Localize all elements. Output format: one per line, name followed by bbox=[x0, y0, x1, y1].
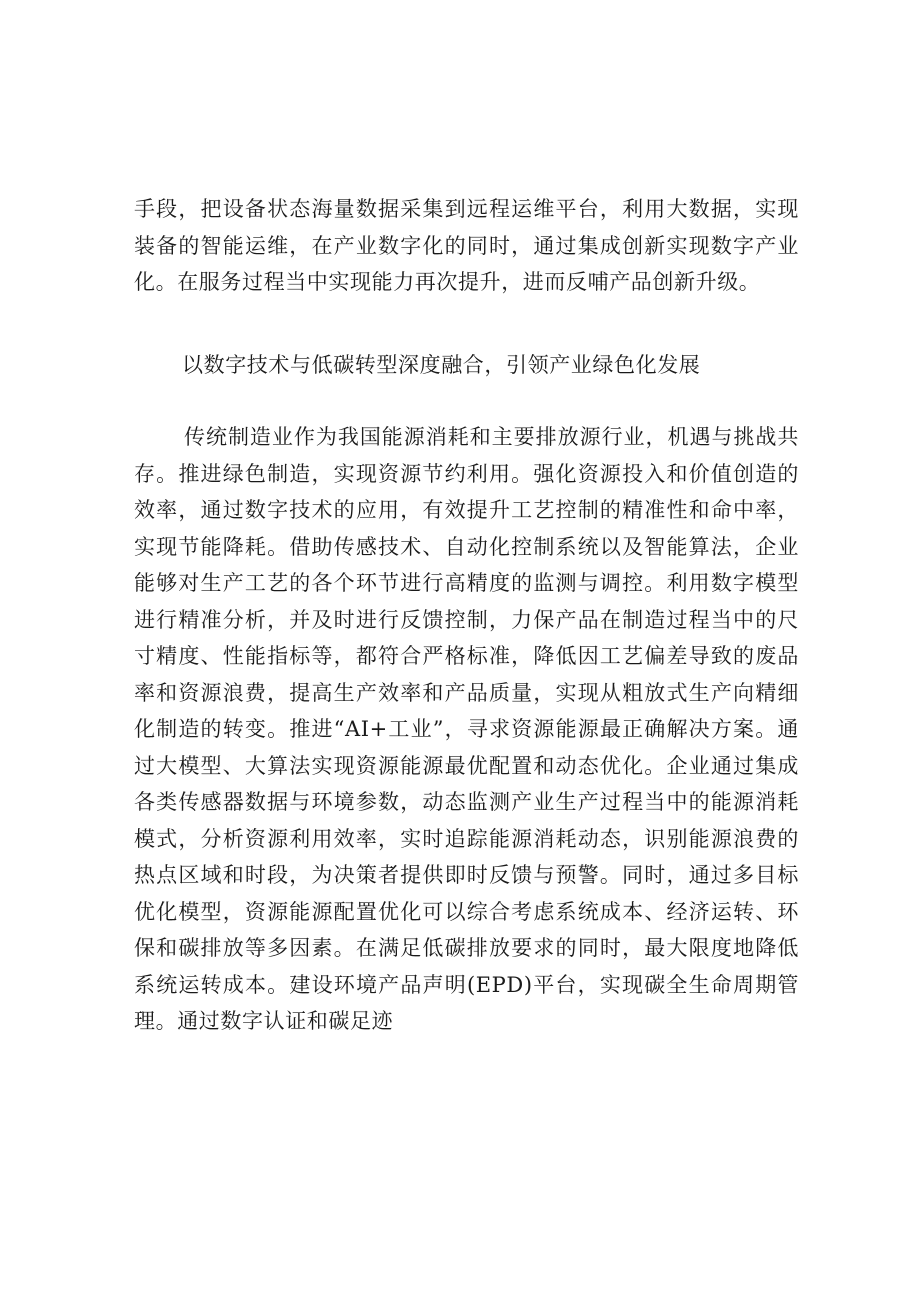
paragraph-continued: 手段，把设备状态海量数据采集到远程运维平台，利用大数据，实现装备的智能运维，在产业数字化的同时，通过集成创新实现数字产业化。在服务过程当中实现能力再次提升，进而反哺产品创新升级。 bbox=[134, 197, 799, 294]
section-heading: 以数字技术与低碳转型深度融合，引领产业绿色化发展 bbox=[182, 353, 701, 377]
paragraph-main: 传统制造业作为我国能源消耗和主要排放源行业，机遇与挑战共存。推进绿色制造，实现资源节约利用。强化资源投入和价值创造的效率，通过数字技术的应用，有效提升工艺控制的精准性和命中率，实现节能降耗。借助传感技术、自动化控制系统以及智能算法，企业能够对生产工艺的各个环节进行高精度的监测与调控。利用数字模型进行精准分析，并及时进行反馈控制，力保产品在制造过程当中的尺寸精度、性能指标等，都符合严格标准，降低因工艺偏差导致的废品率和资源浪费，提高生产效率和产品质量，实现从粗放式生产向精细化制造的转变。推进“AI+工业”，寻求资源能源最正确解决方案。通过大模型、大算法实现资源能源最优配置和动态优化。企业通过集成各类传感器数据与环境参数，动态监测产业生产过程当中的能源消耗模式，分析资源利用效率，实时追踪能源消耗动态，识别能源浪费的热点区域和时段，为决策者提供即时反馈与预警。同时，通过多目标优化模型，资源能源配置优化可以综合考虑系统成本、经济运转、环保和碳排放等多因素。在满足低碳排放要求的同时，最大限度地降低系统运转成本。建设环境产品声明(EPD)平台，实现碳全生命周期管理。通过数字认证和碳足迹 bbox=[134, 425, 799, 1033]
